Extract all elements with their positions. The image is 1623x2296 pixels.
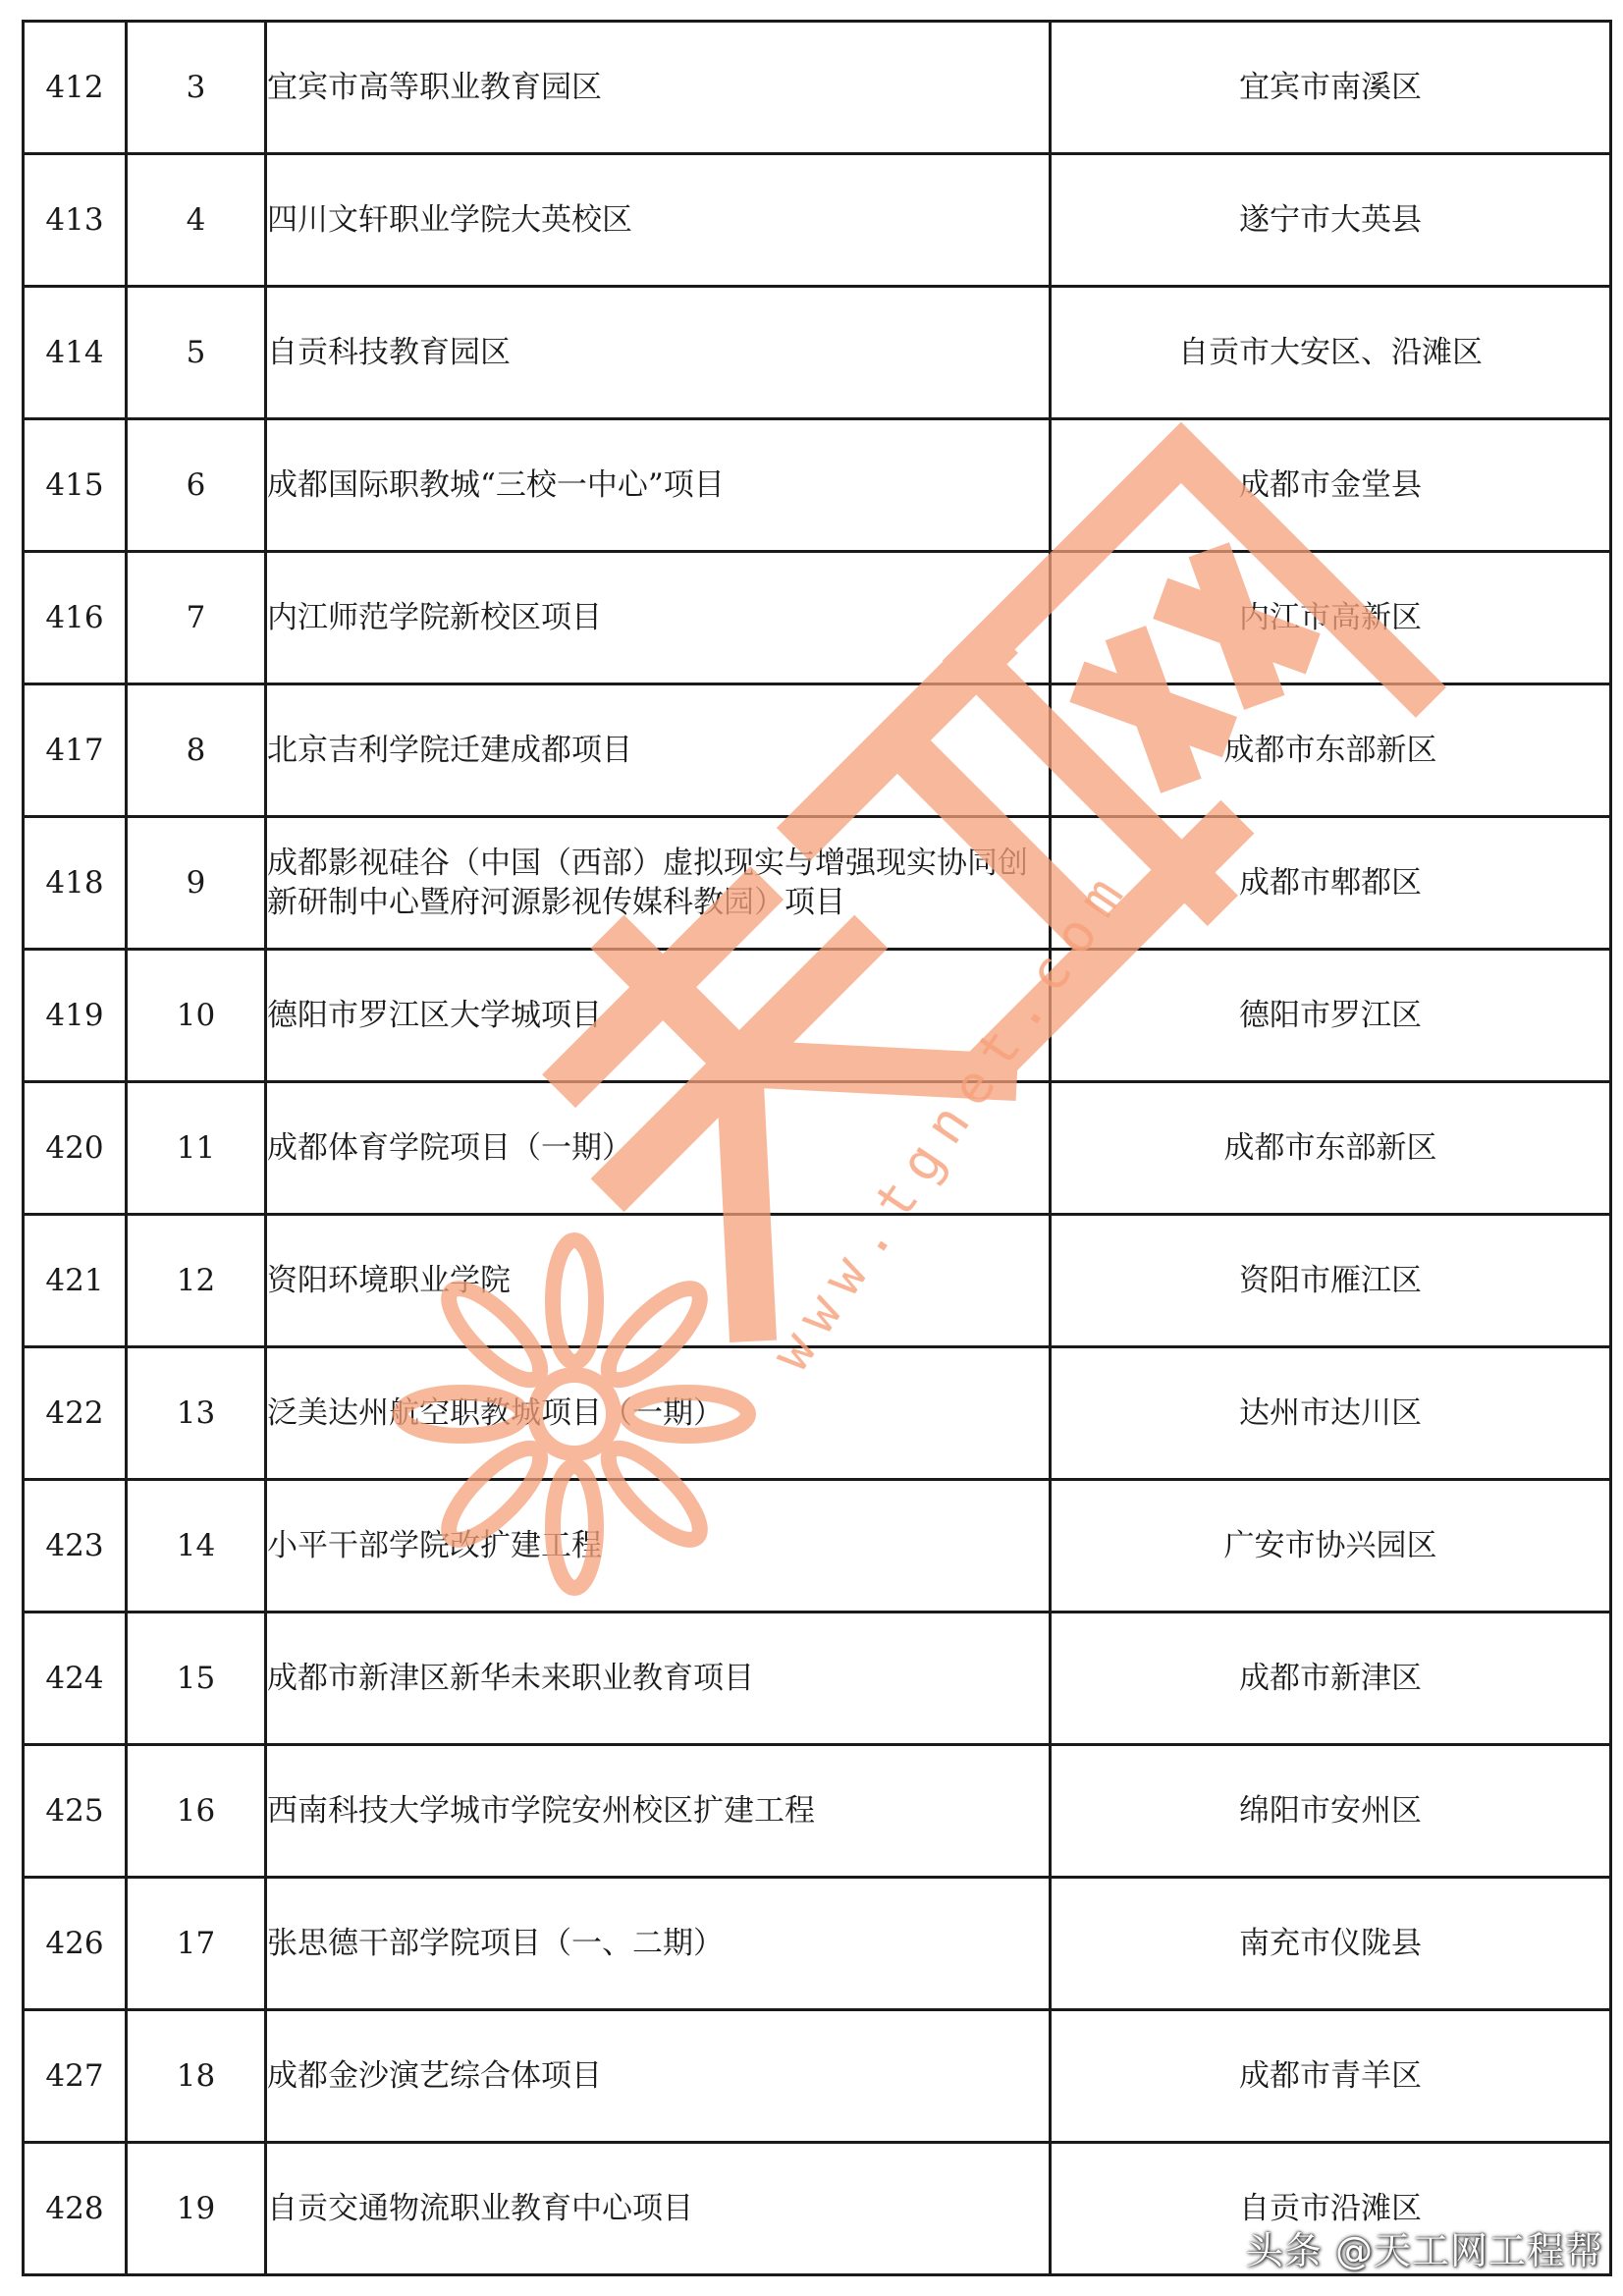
project-name-cell: 成都金沙演艺综合体项目 bbox=[266, 2010, 1051, 2143]
row-index-cell: 426 bbox=[24, 1878, 127, 2010]
project-name-cell: 自贡科技教育园区 bbox=[266, 287, 1051, 419]
table-row bbox=[24, 1347, 1611, 1480]
project-name-cell: 北京吉利学院迁建成都项目 bbox=[266, 684, 1051, 817]
project-name-cell: 泛美达州航空职教城项目（一期） bbox=[266, 1347, 1051, 1480]
row-index-cell: 418 bbox=[24, 817, 127, 950]
project-name-cell: 张思德干部学院项目（一、二期） bbox=[266, 1878, 1051, 2010]
table-row bbox=[24, 1480, 1611, 1613]
project-table bbox=[22, 20, 1612, 2276]
project-name-cell: 成都国际职教城“三校一中心”项目 bbox=[266, 419, 1051, 552]
project-name-cell: 小平干部学院改扩建工程 bbox=[266, 1480, 1051, 1613]
project-name-cell: 资阳环境职业学院 bbox=[266, 1215, 1051, 1347]
row-index-cell: 420 bbox=[24, 1082, 127, 1215]
row-sequence-cell: 14 bbox=[127, 1480, 266, 1613]
row-index-cell: 425 bbox=[24, 1745, 127, 1878]
project-name-cell: 成都体育学院项目（一期） bbox=[266, 1082, 1051, 1215]
project-name-cell: 德阳市罗江区大学城项目 bbox=[266, 950, 1051, 1082]
source-attribution: 头条 @天工网工程帮 bbox=[1245, 2229, 1603, 2272]
table-row bbox=[24, 817, 1611, 950]
table-row bbox=[24, 419, 1611, 552]
project-location-cell: 资阳市雁江区 bbox=[1051, 1215, 1611, 1347]
project-name-cell: 成都市新津区新华未来职业教育项目 bbox=[266, 1613, 1051, 1745]
row-index-cell: 417 bbox=[24, 684, 127, 817]
project-name-cell: 宜宾市高等职业教育园区 bbox=[266, 22, 1051, 154]
row-index-cell: 423 bbox=[24, 1480, 127, 1613]
row-sequence-cell: 11 bbox=[127, 1082, 266, 1215]
row-sequence-cell: 8 bbox=[127, 684, 266, 817]
project-location-cell: 成都市新津区 bbox=[1051, 1613, 1611, 1745]
row-sequence-cell: 10 bbox=[127, 950, 266, 1082]
row-sequence-cell: 6 bbox=[127, 419, 266, 552]
row-index-cell: 416 bbox=[24, 552, 127, 684]
row-index-cell: 428 bbox=[24, 2143, 127, 2275]
row-sequence-cell: 16 bbox=[127, 1745, 266, 1878]
table-row bbox=[24, 1082, 1611, 1215]
project-name-cell: 内江师范学院新校区项目 bbox=[266, 552, 1051, 684]
project-location-cell: 德阳市罗江区 bbox=[1051, 950, 1611, 1082]
table-row bbox=[24, 1215, 1611, 1347]
project-location-cell: 自贡市沿滩区 bbox=[1051, 2143, 1611, 2275]
project-location-cell: 绵阳市安州区 bbox=[1051, 1745, 1611, 1878]
project-name-cell: 四川文轩职业学院大英校区 bbox=[266, 154, 1051, 287]
row-index-cell: 414 bbox=[24, 287, 127, 419]
table-row bbox=[24, 684, 1611, 817]
watermark-url: www.tgnet.com bbox=[759, 854, 1143, 1383]
row-sequence-cell: 3 bbox=[127, 22, 266, 154]
project-location-cell: 成都市金堂县 bbox=[1051, 419, 1611, 552]
project-name-cell: 西南科技大学城市学院安州校区扩建工程 bbox=[266, 1745, 1051, 1878]
table-row bbox=[24, 154, 1611, 287]
table-row bbox=[24, 1878, 1611, 2010]
project-location-cell: 遂宁市大英县 bbox=[1051, 154, 1611, 287]
row-index-cell: 413 bbox=[24, 154, 127, 287]
row-sequence-cell: 17 bbox=[127, 1878, 266, 2010]
row-index-cell: 415 bbox=[24, 419, 127, 552]
row-index-cell: 412 bbox=[24, 22, 127, 154]
row-index-cell: 427 bbox=[24, 2010, 127, 2143]
row-sequence-cell: 7 bbox=[127, 552, 266, 684]
row-sequence-cell: 9 bbox=[127, 817, 266, 950]
table-body bbox=[24, 22, 1611, 2275]
project-location-cell: 内江市高新区 bbox=[1051, 552, 1611, 684]
row-index-cell: 424 bbox=[24, 1613, 127, 1745]
table-row bbox=[24, 22, 1611, 154]
table-row bbox=[24, 287, 1611, 419]
project-name-cell: 自贡交通物流职业教育中心项目 bbox=[266, 2143, 1051, 2275]
project-location-cell: 成都市东部新区 bbox=[1051, 684, 1611, 817]
row-sequence-cell: 5 bbox=[127, 287, 266, 419]
project-location-cell: 成都市东部新区 bbox=[1051, 1082, 1611, 1215]
table-row bbox=[24, 950, 1611, 1082]
row-sequence-cell: 13 bbox=[127, 1347, 266, 1480]
project-location-cell: 广安市协兴园区 bbox=[1051, 1480, 1611, 1613]
table-row bbox=[24, 552, 1611, 684]
row-index-cell: 419 bbox=[24, 950, 127, 1082]
project-location-cell: 成都市郫都区 bbox=[1051, 817, 1611, 950]
project-location-cell: 达州市达川区 bbox=[1051, 1347, 1611, 1480]
row-sequence-cell: 15 bbox=[127, 1613, 266, 1745]
row-sequence-cell: 19 bbox=[127, 2143, 266, 2275]
row-sequence-cell: 18 bbox=[127, 2010, 266, 2143]
row-sequence-cell: 12 bbox=[127, 1215, 266, 1347]
table-row bbox=[24, 1745, 1611, 1878]
row-index-cell: 422 bbox=[24, 1347, 127, 1480]
table-row bbox=[24, 1613, 1611, 1745]
project-location-cell: 成都市青羊区 bbox=[1051, 2010, 1611, 2143]
project-location-cell: 南充市仪陇县 bbox=[1051, 1878, 1611, 2010]
row-index-cell: 421 bbox=[24, 1215, 127, 1347]
project-location-cell: 自贡市大安区、沿滩区 bbox=[1051, 287, 1611, 419]
project-name-cell: 成都影视硅谷（中国（西部）虚拟现实与增强现实协同创新研制中心暨府河源影视传媒科教园）项目 bbox=[266, 817, 1051, 950]
table-row bbox=[24, 2010, 1611, 2143]
row-sequence-cell: 4 bbox=[127, 154, 266, 287]
project-location-cell: 宜宾市南溪区 bbox=[1051, 22, 1611, 154]
